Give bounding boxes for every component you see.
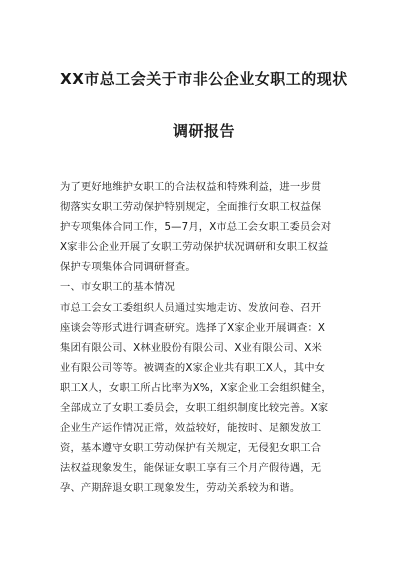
document-title-line-1: XX市总工会关于市非公企业女职工的现状: [60, 70, 348, 88]
section-heading: 一、市女职工的基本情况: [60, 281, 175, 294]
body-line: 彻落实女职工劳动保护特别规定，全面推行女职工权益保: [60, 201, 322, 214]
body-line: 业有限公司等等。被调查的X家企业共有职工X人，其中女: [60, 361, 326, 374]
body-line: 保护专项集体合同调研督查。: [60, 261, 196, 274]
body-line: 为了更好地维护女职工的合法权益和特殊利益，进一步贯: [60, 181, 322, 193]
body-line: 座谈会等形式进行调查研究。选择了X家企业开展调查：X: [60, 321, 326, 334]
body-line: 法权益现象发生，能保证女职工享有三个月产假待遇，无: [60, 462, 322, 475]
body-line: 资，基本遵守女职工劳动保护有关规定，无侵犯女职工合: [60, 442, 322, 455]
body-line: 全部成立了女职工委员会，女职工组织制度比较完善。X家: [60, 402, 329, 415]
document-body: [60, 177, 356, 499]
body-line: X家非公企业开展了女职工劳动保护状况调研和女职工权益: [60, 241, 329, 254]
body-line: 市总工会女工委组织人员通过实地走访、发放问卷、召开: [60, 301, 322, 314]
body-line: 企业生产运作情况正常，效益较好，能按时、足额发放工: [60, 422, 322, 435]
document-title-line-2: 调研报告: [172, 122, 235, 140]
body-line: 孕、产期辞退女职工现象发生，劳动关系较为和谐。: [60, 482, 301, 495]
body-line: 护专项集体合同工作，5—7月，X市总工会女职工委员会对: [60, 221, 332, 234]
body-line: 职工X人，女职工所占比率为X%，X家企业工会组织健全，: [60, 381, 332, 394]
body-line: 集团有限公司、X林业股份有限公司、X业有限公司、X米: [60, 341, 322, 354]
